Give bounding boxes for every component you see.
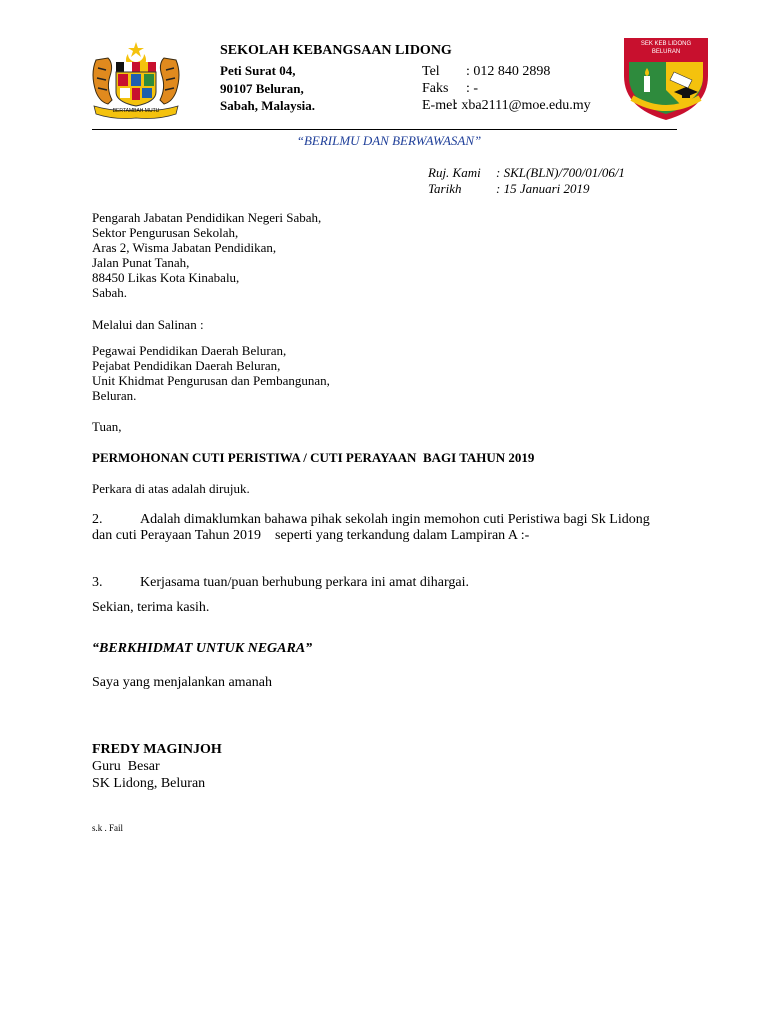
ref-label: Ruj. Kami bbox=[428, 165, 481, 180]
recipient-line: Sektor Pengurusan Sekolah, bbox=[92, 225, 239, 240]
date-label: Tarikh bbox=[428, 181, 462, 196]
ref-value: : SKL(BLN)/700/01/06/1 bbox=[496, 165, 625, 180]
recipient-line: Pengarah Jabatan Pendidikan Negeri Sabah, bbox=[92, 210, 322, 225]
signatory-title: Guru Besar bbox=[92, 759, 160, 774]
via-recipient-line: Beluran. bbox=[92, 388, 137, 403]
header-divider bbox=[92, 129, 677, 130]
salutation: Tuan, bbox=[92, 419, 122, 434]
school-name: SEKOLAH KEBANGSAAN LIDONG bbox=[220, 43, 452, 58]
address-line: Sabah, Malaysia. bbox=[220, 98, 315, 113]
contact-label: E-mel bbox=[422, 98, 457, 113]
emblem-scroll-text: BERTAMBAH MUTU bbox=[112, 108, 160, 114]
via-label: Melalui dan Salinan : bbox=[92, 317, 204, 332]
letter-subject: PERMOHONAN CUTI PERISTIWA / CUTI PERAYAAN BAGI TAHUN 2019 bbox=[92, 450, 535, 465]
recipient-address bbox=[92, 210, 321, 300]
recipient-line: Sabah. bbox=[92, 285, 128, 300]
paragraph-text: dan cuti Perayaan Tahun 2019 seperti yang terkandung dalam Lampiran A :- bbox=[92, 528, 530, 543]
recipient-line: 88450 Likas Kota Kinabalu, bbox=[92, 270, 240, 285]
signatory-school: SK Lidong, Beluran bbox=[92, 776, 206, 791]
via-recipient-line: Unit Khidmat Pengurusan dan Pembangunan, bbox=[92, 373, 330, 388]
via-recipient-line: Pejabat Pendidikan Daerah Beluran, bbox=[92, 358, 281, 373]
address-line: 90107 Beluran, bbox=[220, 81, 304, 96]
paragraph-text: Kerjasama tuan/puan berhubung perkara ini amat dihargai. bbox=[140, 575, 470, 590]
school-motto: “BERILMU DAN BERWAWASAN” bbox=[296, 133, 482, 148]
contact-label: Tel bbox=[422, 64, 440, 79]
paragraph-number: 2. bbox=[92, 512, 103, 527]
closing-line: Sekian, terima kasih. bbox=[92, 600, 210, 615]
recipient-line: Jalan Punat Tanah, bbox=[92, 255, 190, 270]
via-recipient-address bbox=[92, 343, 330, 403]
address-line: Peti Surat 04, bbox=[220, 63, 296, 78]
date-value: : 15 Januari 2019 bbox=[496, 181, 590, 196]
slogan: “BERKHIDMAT UNTUK NEGARA” bbox=[92, 641, 313, 656]
contact-label: Faks bbox=[422, 81, 449, 96]
cc-note: s.k . Fail bbox=[92, 823, 124, 833]
paragraph-text: Adalah dimaklumkan bahawa pihak sekolah ingin memohon cuti Peristiwa bagi Sk Lidong bbox=[140, 512, 650, 527]
opening-line: Perkara di atas adalah dirujuk. bbox=[92, 481, 250, 496]
recipient-line: Aras 2, Wisma Jabatan Pendidikan, bbox=[92, 240, 277, 255]
contact-value: : - bbox=[466, 81, 479, 96]
signatory-name: FREDY MAGINJOH bbox=[92, 742, 222, 757]
contact-email[interactable]: : xba2111@moe.edu.my bbox=[454, 98, 591, 113]
paragraph-number: 3. bbox=[92, 575, 103, 590]
trust-line: Saya yang menjalankan amanah bbox=[92, 675, 272, 690]
crest-name-line: SEK KEB LIDONG bbox=[640, 41, 692, 47]
via-recipient-line: Pegawai Pendidikan Daerah Beluran, bbox=[92, 343, 287, 358]
crest-name-line: BELURAN bbox=[651, 49, 681, 55]
contact-value: : 012 840 2898 bbox=[466, 64, 551, 79]
